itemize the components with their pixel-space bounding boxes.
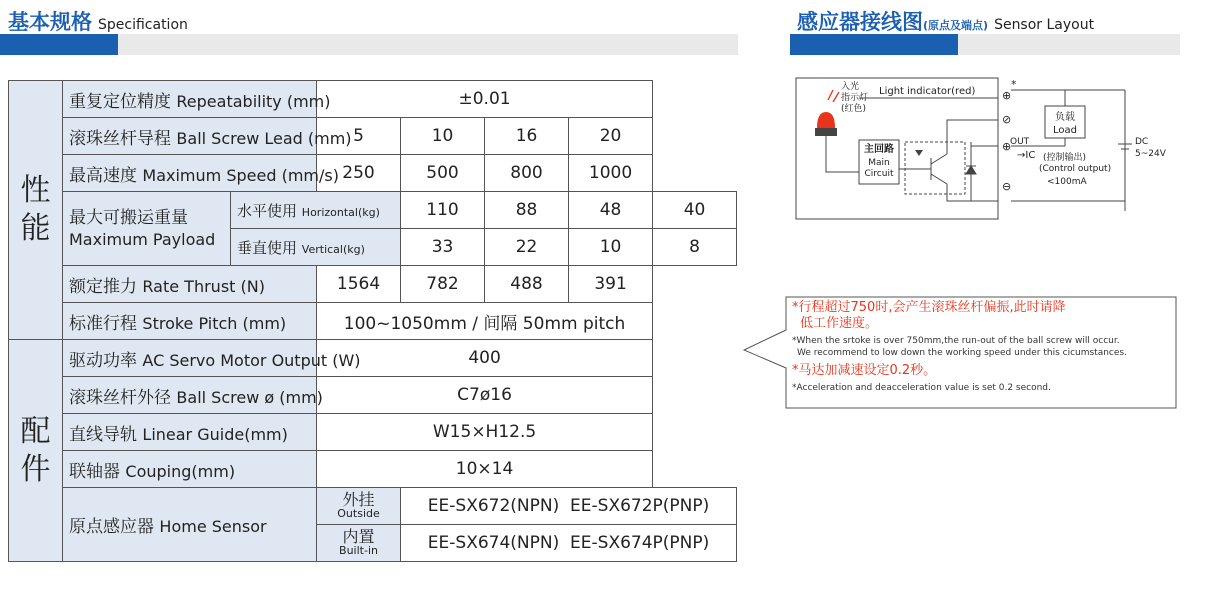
- row-thrust: [9, 266, 737, 303]
- spec-title-en: Specification: [98, 17, 188, 33]
- notes-callout: [742, 296, 1178, 410]
- out-terminal: ⊕: [1002, 140, 1012, 153]
- dc-voltage: 5~24V: [1135, 149, 1166, 159]
- motor-label: [63, 340, 361, 377]
- main-circuit-cn: 主回路: [864, 144, 894, 155]
- sensor-header-bar: [790, 34, 958, 55]
- category-performance: 性能: [9, 81, 63, 340]
- vertical-value: 10: [569, 229, 653, 266]
- main-circuit-en-2: Circuit: [864, 169, 894, 179]
- note1-cn-a: *行程超过750时,会产生滚珠丝杆偏振,此时请降: [792, 300, 1066, 315]
- out-label: OUT: [1010, 137, 1030, 147]
- thrust-value: 1564: [317, 266, 401, 303]
- row-lead: [9, 118, 737, 155]
- horizontal-value: 40: [653, 192, 737, 229]
- speed-label-en: Maximum Speed (mm/s): [142, 165, 339, 185]
- thrust-label-cn: 额定推力: [69, 276, 137, 297]
- note1-en-a: *When the srtoke is over 750mm,the run-out of the ball screw will occur.: [792, 336, 1120, 346]
- light-indicator-label: Light indicator(red): [879, 86, 976, 97]
- minus-terminal: ⊖: [1002, 180, 1012, 193]
- stroke-value: 100~1050mm / 间隔 50mm pitch: [317, 303, 653, 340]
- guide-label-cn: 直线导轨: [69, 424, 137, 445]
- speed-value: 800: [485, 155, 569, 192]
- diode-icon: [966, 142, 976, 201]
- lead-value: 16: [485, 118, 569, 155]
- horizontal-label-en: Horizontal(kg): [301, 205, 380, 219]
- payload-label-en: Maximum Payload: [69, 229, 216, 249]
- spec-header-bar-grey: [118, 34, 738, 55]
- main-circuit-en-1: Main: [868, 158, 890, 168]
- vertical-value: 22: [485, 229, 569, 266]
- sensor-wiring-diagram: [795, 76, 1219, 220]
- screw-dia-label: [63, 377, 323, 414]
- sensor-title-cn: 感应器接线图: [797, 10, 923, 34]
- row-speed: [9, 155, 737, 192]
- thrust-value: 391: [569, 266, 653, 303]
- thrust-value: 488: [485, 266, 569, 303]
- note2-en: *Acceleration and deacceleration value is set 0.2 second.: [792, 383, 1051, 393]
- spec-table: [8, 80, 737, 562]
- row-motor: [9, 340, 737, 377]
- vertical-label-cn: 垂直使用: [237, 238, 298, 257]
- sensor-title-en: Sensor Layout: [994, 17, 1095, 33]
- note2-cn: *马达加减速设定0.2秒。: [792, 363, 937, 378]
- ic-text: IC: [1025, 150, 1036, 161]
- motor-label-cn: 驱动功率: [69, 350, 137, 371]
- spec-title: [8, 6, 188, 36]
- red-lamp-icon: [815, 90, 839, 136]
- control-output-cn: (控制输出): [1043, 153, 1087, 163]
- vertical-value: 33: [401, 229, 485, 266]
- stroke-label: [63, 303, 317, 340]
- sensor-title-sub: (原点及端点): [923, 19, 989, 32]
- plus-terminal: ⊕: [1002, 89, 1012, 102]
- transistor-icon: [899, 154, 947, 184]
- home-label-cn: 原点感应器: [69, 517, 154, 537]
- screw-dia-value: C7ø16: [317, 377, 653, 414]
- repeatability-label-en: Repeatability (mm): [176, 91, 331, 111]
- control-output-en: (Control output): [1039, 164, 1112, 174]
- payload-label-cn: 最大可搬运重量: [69, 207, 188, 228]
- thrust-value: 782: [401, 266, 485, 303]
- spec-title-cn: 基本规格: [8, 10, 92, 34]
- incident-light-label-3: (红色): [841, 104, 867, 114]
- note1-cn-b: 低工作速度。: [800, 316, 879, 331]
- speed-value: 500: [401, 155, 485, 192]
- spec-header-bar: [0, 34, 118, 55]
- home-label: [63, 488, 317, 562]
- motor-label-en: AC Servo Motor Output (W): [142, 350, 361, 370]
- stroke-label-en: Stroke Pitch (mm): [142, 313, 287, 333]
- row-payload-horizontal: [9, 192, 737, 229]
- thrust-label-en: Rate Thrust (N): [142, 276, 265, 296]
- sensor-header-bar-grey: [958, 34, 1180, 55]
- zener-icon: [915, 150, 923, 156]
- speed-value: 250: [317, 155, 401, 192]
- home-label-en: Home Sensor: [159, 517, 267, 536]
- coupling-value: 10×14: [317, 451, 653, 488]
- repeatability-label: [63, 81, 331, 118]
- row-home-outside: [9, 488, 737, 525]
- lead-label: [63, 118, 352, 155]
- vertical-label: [231, 229, 401, 266]
- horizontal-label-cn: 水平使用: [237, 201, 298, 220]
- vertical-label-en: Vertical(kg): [301, 242, 365, 256]
- screw-dia-label-cn: 滚珠丝杆外径: [69, 387, 171, 408]
- current-limit: <100mA: [1047, 177, 1087, 187]
- vertical-value: 8: [653, 229, 737, 266]
- zero-wire: [947, 120, 998, 154]
- load-label-en: Load: [1053, 125, 1077, 136]
- load-label-cn: 负载: [1055, 112, 1075, 123]
- horizontal-value: 110: [401, 192, 485, 229]
- guide-label-en: Linear Guide(mm): [142, 424, 288, 444]
- lead-value: 5: [317, 118, 401, 155]
- builtin-label: [317, 525, 401, 562]
- outside-value: EE-SX672(NPN) EE-SX672P(PNP): [401, 488, 737, 525]
- row-coupling: [9, 451, 737, 488]
- repeatability-label-cn: 重复定位精度: [69, 91, 171, 112]
- zero-terminal: ⊘: [1002, 113, 1012, 126]
- outside-label-cn: 外挂: [342, 490, 375, 509]
- guide-value: W15×H12.5: [317, 414, 653, 451]
- builtin-label-cn: 内置: [342, 527, 375, 546]
- minus-wire: [947, 184, 998, 201]
- category-components: 配件: [9, 340, 63, 562]
- outside-label: [317, 488, 401, 525]
- sensor-element-box: [905, 142, 965, 194]
- row-screw-diameter: [9, 377, 737, 414]
- horizontal-value: 48: [569, 192, 653, 229]
- incident-light-label: 入光: [841, 82, 860, 92]
- speed-label: [63, 155, 339, 192]
- asterisk-mark: *: [1011, 78, 1017, 91]
- coupling-label-cn: 联轴器: [69, 461, 120, 482]
- repeatability-value: ±0.01: [317, 81, 653, 118]
- outside-label-en: Outside: [337, 507, 380, 520]
- lead-value: 20: [569, 118, 653, 155]
- payload-label: [63, 192, 231, 266]
- coupling-label-en: Couping(mm): [125, 461, 236, 481]
- ic-label: →IC: [1017, 150, 1036, 161]
- speed-value: 1000: [569, 155, 653, 192]
- guide-label: [63, 414, 317, 451]
- horizontal-label: [231, 192, 401, 229]
- note1-en-b: We recommend to low down the working speed under this cicumstances.: [797, 348, 1127, 358]
- sensor-title: [797, 6, 1094, 36]
- motor-value: 400: [317, 340, 653, 377]
- dc-label: DC: [1135, 137, 1149, 147]
- notes-text: [792, 300, 1172, 396]
- builtin-label-en: Built-in: [339, 544, 378, 557]
- builtin-value: EE-SX674(NPN) EE-SX674P(PNP): [401, 525, 737, 562]
- horizontal-value: 88: [485, 192, 569, 229]
- screw-dia-label-en: Ball Screw ø (mm): [176, 387, 323, 407]
- coupling-label: [63, 451, 317, 488]
- row-repeatability: [9, 81, 737, 118]
- thrust-label: [63, 266, 317, 303]
- stroke-label-cn: 标准行程: [69, 313, 137, 334]
- row-guide: [9, 414, 737, 451]
- incident-light-label-2: 指示灯: [841, 93, 869, 103]
- row-stroke: [9, 303, 737, 340]
- speed-label-cn: 最高速度: [69, 165, 137, 186]
- lead-label-en: Ball Screw Lead (mm): [176, 128, 352, 148]
- lamp-wire: [826, 136, 859, 172]
- lead-value: 10: [401, 118, 485, 155]
- lead-label-cn: 滚珠丝杆导程: [69, 128, 171, 149]
